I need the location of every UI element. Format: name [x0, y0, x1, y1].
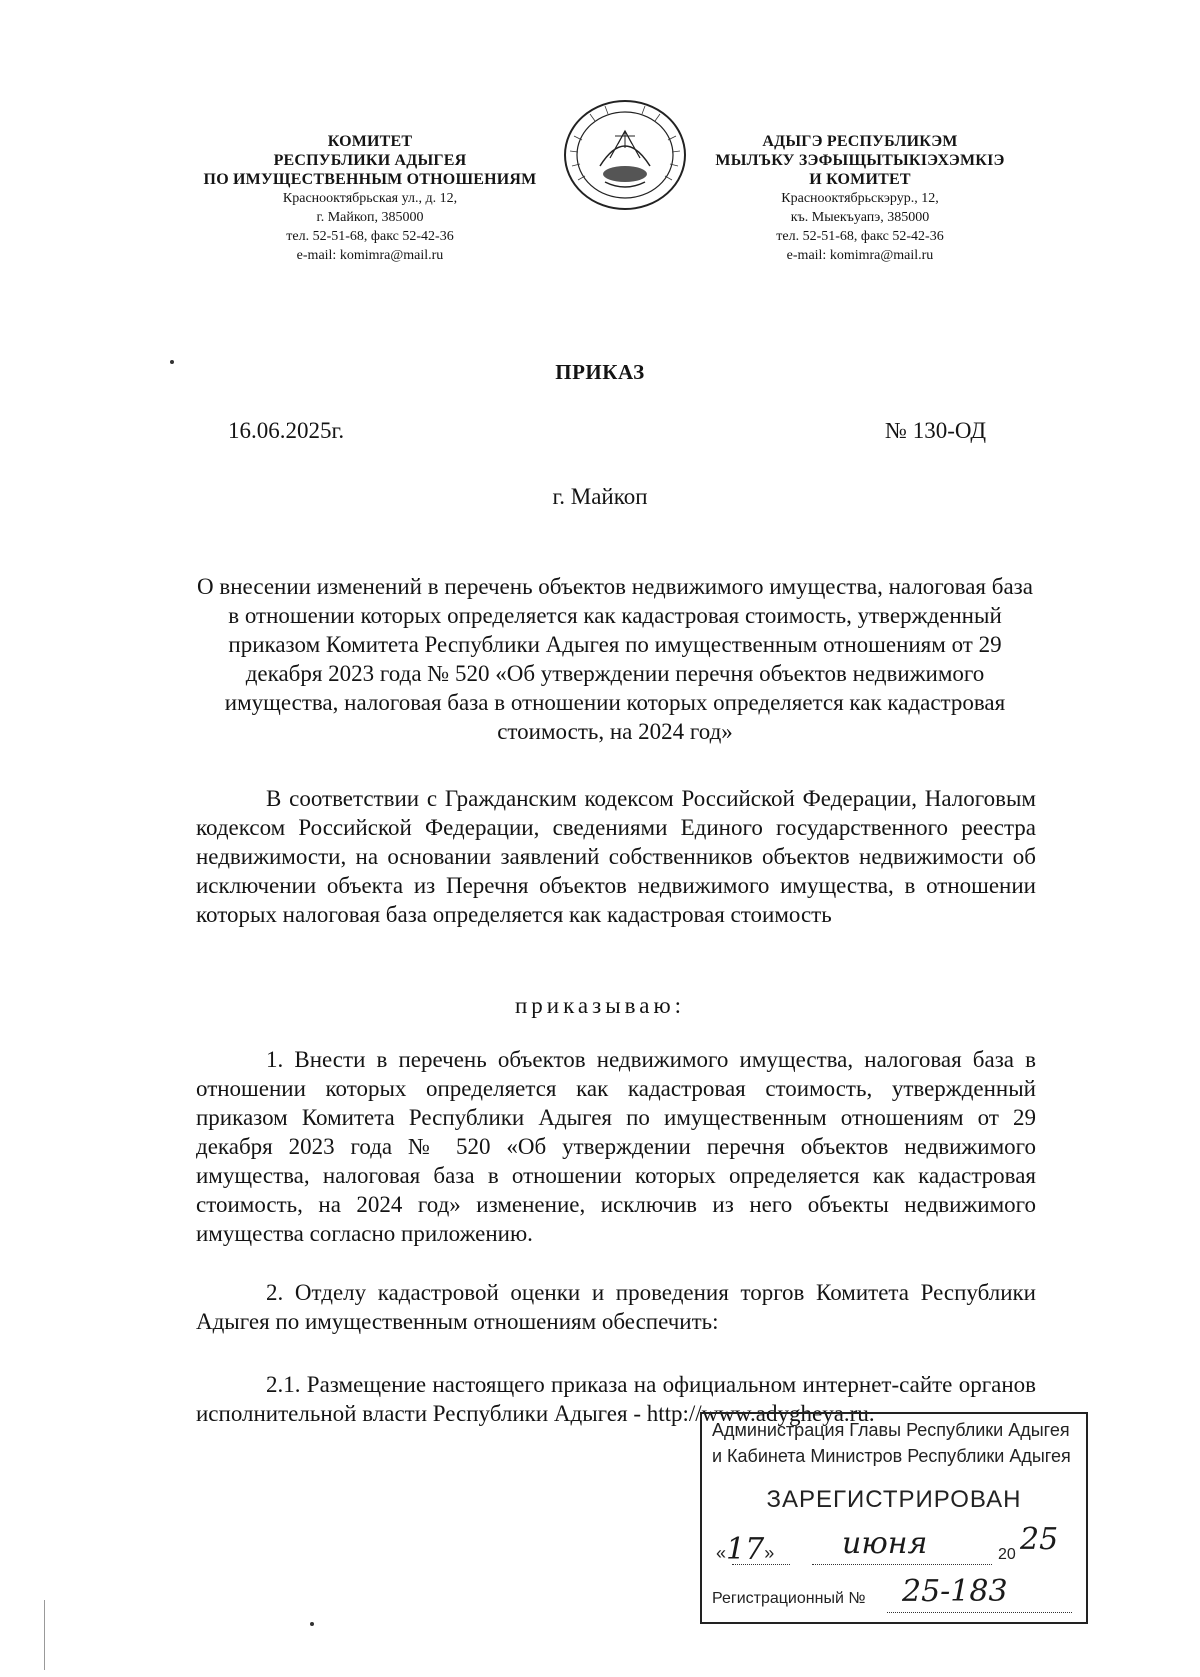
document-number: № 130-ОД [885, 418, 987, 443]
org-name-line: И КОМИТЕТ [809, 171, 911, 188]
org-name-line: АДЫГЭ РЕСПУБЛИКЭМ [762, 133, 958, 150]
document-subject: О внесении изменений в перечень объектов недвижимого имущества, налоговая база в отношении которых определяется как кадастровая стоимость, утвержденный приказом Комитета Республики Адыгея по имущественным отношениям от 29 декабря 2023 года № 520 «Об утверждении перечня объектов недвижимого имущества, налоговая база в отношении которых определяется как кадастровая стоимость, на 2024 год» [197, 574, 1033, 744]
address-line: г. Майкоп, 385000 [316, 210, 424, 225]
address-line: Краснооктябрьскэрур., 12, [781, 191, 939, 206]
document-date: 16.06.2025г. [228, 418, 345, 443]
divider [812, 1564, 992, 1565]
document-title: ПРИКАЗ [555, 360, 645, 384]
scan-speck [170, 360, 174, 364]
decree-word: приказываю: [514, 993, 686, 1018]
org-name-line: РЕСПУБЛИКИ АДЫГЕЯ [273, 152, 467, 169]
stamp-authority-line: и Кабинета Министров Республики Адыгея [712, 1446, 1071, 1466]
org-name-line: ПО ИМУЩЕСТВЕННЫМ ОТНОШЕНИЯМ [203, 171, 537, 188]
phone-line: тел. 52-51-68, факс 52-42-36 [776, 229, 944, 244]
divider [732, 1564, 790, 1565]
scan-speck [310, 1622, 314, 1626]
registration-stamp [700, 1412, 1088, 1624]
address-line: къ. Мыекъуапэ, 385000 [790, 210, 930, 225]
stamp-reg-label: Регистрационный № [712, 1590, 866, 1607]
org-name-line: КОМИТЕТ [327, 133, 413, 150]
org-name-line: МЫЛЪКУ ЗЭФЫЩЫТЫКIЭХЭМКIЭ [715, 152, 1005, 169]
address-line: Краснооктябрьская ул., д. 12, [282, 191, 458, 206]
stamp-reg-number: 25-183 [902, 1574, 1008, 1609]
stamp-year-prefix: 20 [998, 1546, 1016, 1563]
clause-2-1: 2.1. Размещение настоящего приказа на официальном интернет-сайте органов исполнительной власти Республики Адыгея - http://www.adygheya.ru. [196, 1372, 1036, 1426]
document-city: г. Майкоп [552, 484, 648, 509]
stamp-date: «17» [716, 1532, 775, 1567]
stamp-month: июня [842, 1526, 928, 1561]
clause-2: 2. Отделу кадастровой оценки и проведения торгов Комитета Республики Адыгея по имущественным отношениям обеспечить: [196, 1280, 1036, 1334]
stamp-authority-line: Администрация Главы Республики Адыгея [712, 1420, 1070, 1440]
legal-basis-paragraph: В соответствии с Гражданским кодексом Российской Федерации, Налоговым кодексом Российской Федерации, сведениями Единого государственного реестра недвижимости, на основании заявлений собственников объектов недвижимости об исключении объекта из Перечня объектов недвижимого имущества, в отношении которых налоговая база определяется как кадастровая стоимость [196, 786, 1036, 927]
scan-edge-line [44, 1600, 45, 1670]
phone-line: тел. 52-51-68, факс 52-42-36 [286, 229, 454, 244]
divider [887, 1612, 1072, 1613]
email-line: e-mail: komimra@mail.ru [296, 248, 444, 263]
header-right-block [690, 132, 1030, 265]
stamp-year-suffix: 25 [1020, 1522, 1059, 1557]
email-line: e-mail: komimra@mail.ru [786, 248, 934, 263]
stamp-status: ЗАРЕГИСТРИРОВАН [766, 1486, 1022, 1513]
stamp-day: 17 [726, 1532, 765, 1567]
emblem-icon [560, 96, 690, 214]
header-left-block [180, 132, 560, 265]
clause-1: 1. Внести в перечень объектов недвижимого имущества, налоговая база в отношении которых определяется как кадастровая стоимость, утвержденный приказом Комитета Республики Адыгея по имущественным отношениям от 29 декабря 2023 года № 520 «Об утверждении перечня объектов недвижимого имущества, налоговая база в отношении которых определяется как кадастровая стоимость, на 2024 год» изменение, исключив из него объекты недвижимого имущества согласно приложению. [196, 1047, 1036, 1246]
